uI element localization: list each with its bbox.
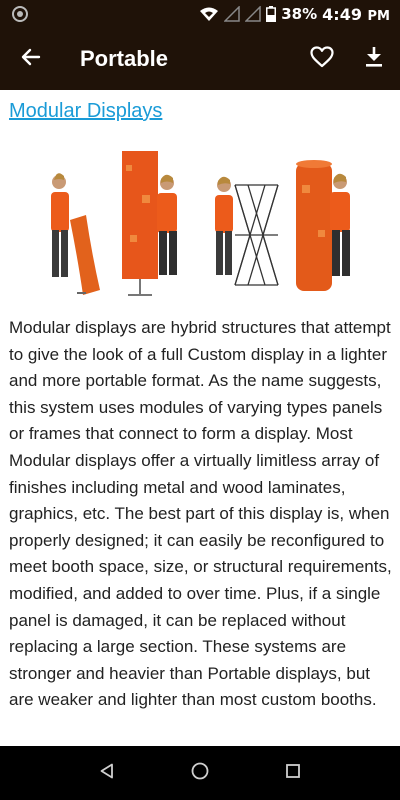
favorite-button[interactable] <box>296 28 348 90</box>
modular-displays-image <box>30 145 370 305</box>
page-title: Portable <box>80 46 169 71</box>
sync-icon <box>12 6 28 22</box>
display-figure-4 <box>296 160 350 291</box>
arrow-left-icon <box>21 47 41 71</box>
display-figure-3 <box>215 177 278 285</box>
download-button[interactable] <box>348 28 400 90</box>
heart-outline-icon <box>310 46 334 72</box>
status-right <box>199 5 390 24</box>
signal-icon-2 <box>245 6 261 22</box>
battery-percent: 38% <box>281 5 318 23</box>
circle-home-icon <box>191 762 209 784</box>
nav-home-button[interactable] <box>180 753 220 793</box>
download-icon <box>364 46 384 72</box>
app-bar <box>0 28 400 90</box>
status-left <box>12 6 28 22</box>
wifi-icon <box>199 6 219 22</box>
status-bar <box>0 0 400 28</box>
nav-back-button[interactable] <box>87 753 127 793</box>
article-heading-link[interactable]: Modular Displays <box>9 100 163 122</box>
triangle-back-icon <box>99 763 115 783</box>
display-figure-1 <box>51 173 100 295</box>
square-recents-icon <box>285 763 301 783</box>
back-button[interactable] <box>0 28 62 90</box>
article-body: Modular displays are hybrid structures that attempt to give the look of a full Custom display in a lighter and more portable format. As the name suggests, this system uses modules of varying types panels or frames that connect to form a display. Most Modular displays offer a virtually limitless array of finishes including metal and wood laminates, graphics, etc. The best part of this display is, when properly designed; it can easily be reconfigured to meet booth space, size, or structural requirements, modified, and added to over time. Plus, if a single panel is damaged, it can be replaced without replacing a large section. These systems are stronger and heavier than Portable displays, but are weaker and lighter than most custom booths. <box>9 318 392 710</box>
display-figure-2 <box>122 151 177 295</box>
nav-recents-button[interactable] <box>273 753 313 793</box>
signal-icon <box>224 6 240 22</box>
article-content <box>0 90 400 746</box>
battery-icon <box>266 6 276 22</box>
system-nav-bar <box>0 746 400 800</box>
clock-time: 4:49 PM <box>322 4 390 24</box>
